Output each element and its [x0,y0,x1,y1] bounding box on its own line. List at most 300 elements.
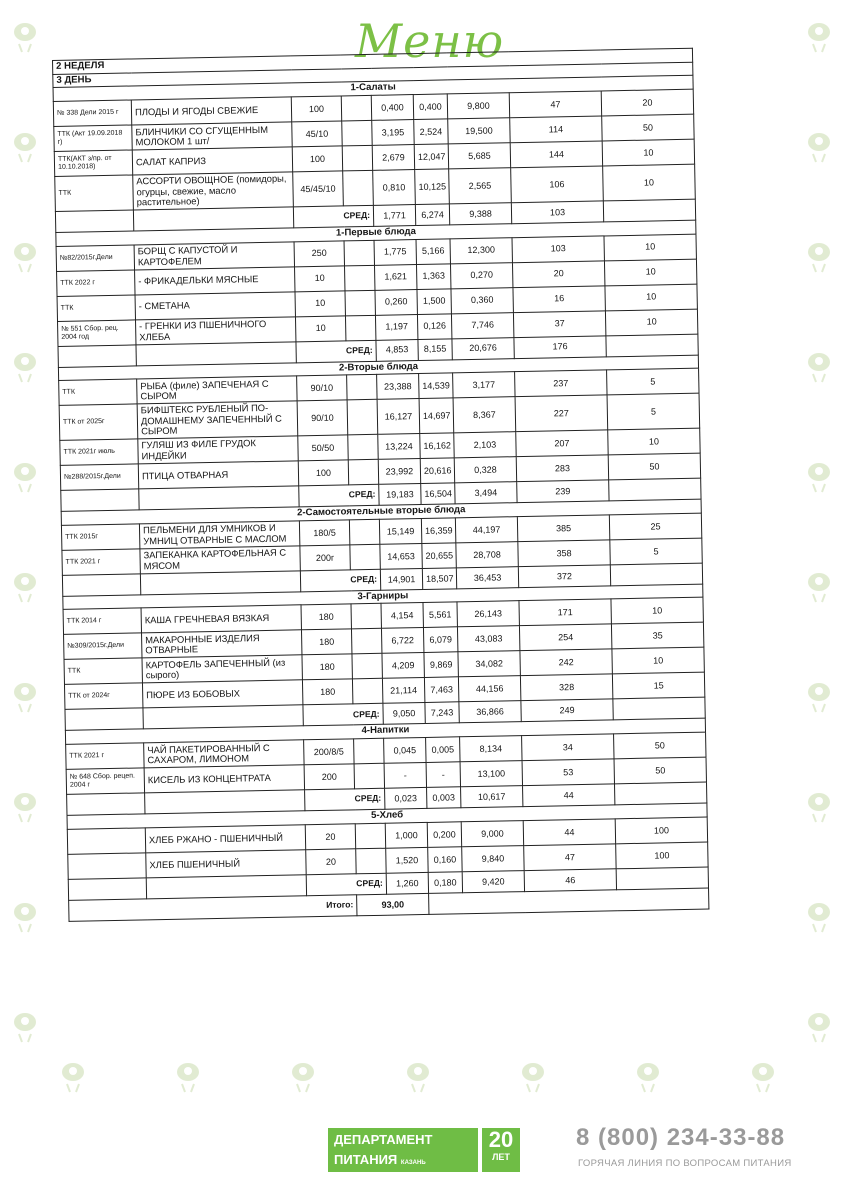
plate-watermark-icon [806,790,832,824]
protein: 0,045 [384,738,426,764]
calories: 144 [510,141,602,168]
avg-carbs: 10,617 [461,786,523,808]
price: 10 [612,647,705,674]
plate-watermark-icon [12,20,38,54]
portion: 100 [298,460,348,486]
blank-cell [68,878,146,900]
plate-watermark-icon [12,350,38,384]
portion: 180 [301,629,351,655]
recipe-ref: № 338 Дели 2015 г [53,100,131,126]
section-title: 3-Гарниры [63,584,703,610]
recipe-ref [68,853,146,879]
total-label: Итого: [69,895,357,922]
avg-carbs: 36,866 [459,701,521,723]
dish-name: ЧАЙ ПАКЕТИРОВАННЫЙ С САХАРОМ, ЛИМОНОМ [144,740,304,768]
blank-cell [609,478,701,501]
recipe-ref: ТТК (Акт 19.09.2018 г) [54,125,132,151]
carbs: 26,143 [457,601,519,627]
fat: 0,200 [427,822,461,848]
average-label: СРЕД: [299,484,379,507]
logo-line1: ДЕПАРТАМЕНТ [334,1132,433,1147]
carbs: 44,156 [458,676,520,702]
blank-cell [351,629,381,655]
calories: 53 [522,759,614,786]
calories: 20 [512,260,604,287]
recipe-ref: ТТК от 2025г [59,404,138,440]
recipe-ref: ТТК [57,294,135,320]
protein: 0,810 [373,170,416,205]
avg-calories: 372 [518,564,610,587]
recipe-ref: ТТК 2022 г [57,269,135,295]
plate-watermark-icon [806,350,832,384]
dish-name: КАША ГРЕЧНЕВАЯ ВЯЗКАЯ [141,605,301,633]
protein: 16,127 [377,399,420,434]
plate-watermark-icon [12,570,38,604]
section-title: 2-Вторые блюда [58,355,698,381]
avg-protein: 19,183 [379,483,421,505]
dish-name: БОРЩ С КАПУСТОЙ И КАРТОФЕЛЕМ [134,241,294,269]
price: 10 [605,309,698,336]
average-label: СРЕД: [293,205,373,228]
dish-name: - СМЕТАНА [135,291,295,319]
recipe-ref: ТТК от 2024г [64,683,142,709]
blank-cell [350,544,380,570]
plate-watermark-icon [806,570,832,604]
calories: 103 [512,235,604,262]
average-label: СРЕД: [303,704,383,727]
carbs: 8,134 [460,736,522,762]
plate-watermark-icon [520,1060,546,1094]
blank-cell [352,679,382,705]
portion: 200 [304,764,354,790]
dish-name: ПЛОДЫ И ЯГОДЫ СВЕЖИЕ [131,97,291,125]
portion: 100 [291,96,341,122]
fat: 10,125 [415,169,450,204]
dish-name: ПЕЛЬМЕНИ ДЛЯ УМНИКОВ И УМНИЦ ОТВАРНЫЕ С МАСЛОМ [139,520,299,548]
blank-cell [355,823,385,849]
calories: 34 [522,734,614,761]
protein: 21,114 [382,678,424,704]
recipe-ref: ТТК [59,379,137,405]
recipe-ref: ТТК 2021 г [66,743,144,769]
page-title: Меню [355,14,505,68]
avg-protein: 1,260 [386,872,428,894]
portion: 200г [300,544,350,570]
fat: 16,359 [421,517,455,543]
fat: 16,162 [420,433,454,459]
price: 50 [608,453,701,480]
fat: 7,463 [424,677,458,703]
fat: 1,500 [417,288,451,314]
portion: 10 [295,265,345,291]
calories: 106 [511,166,604,202]
section-title: 1-Салаты [53,76,693,102]
dish-name: АССОРТИ ОВОЩНОЕ (помидоры, огурцы, свежие, масло растительное) [133,172,294,210]
avg-protein: 4,853 [376,339,418,361]
average-label: СРЕД: [296,340,376,363]
hotline-phone[interactable]: 8 (800) 234-33-88 [576,1124,786,1151]
carbs: 0,270 [450,262,512,288]
blank-cell [343,171,374,206]
plate-watermark-icon [12,680,38,714]
dish-name: ПТИЦА ОТВАРНАЯ [138,461,298,489]
recipe-ref: №288/2015г.Дели [60,464,138,490]
dish-name: КИСЕЛЬ ИЗ КОНЦЕНТРАТА [144,765,304,793]
menu-sheet [52,48,708,922]
blank-cell [55,210,133,232]
protein: 1,775 [374,239,416,265]
avg-carbs: 9,388 [449,203,511,225]
blank-cell [347,400,378,435]
fat: 12,047 [414,144,448,170]
fat: 20,655 [422,542,456,568]
calories: 254 [519,624,611,651]
price: 10 [605,284,698,311]
plate-watermark-icon [12,130,38,164]
fat: 1,363 [416,263,450,289]
avg-calories: 176 [514,335,606,358]
blank-cell [615,782,707,805]
carbs: 7,746 [451,312,513,338]
recipe-ref [67,828,145,854]
avg-calories: 249 [521,699,613,722]
carbs: 0,360 [451,287,513,313]
portion: 90/10 [297,400,348,436]
price: 10 [603,164,696,200]
recipe-ref: ТТК 2021г июль [60,439,138,465]
avg-fat: 0,003 [427,787,461,809]
price: 10 [604,259,697,286]
blank-cell [352,654,382,680]
plate-watermark-icon [290,1060,316,1094]
recipe-ref: ТТК 2014 г [63,608,141,634]
blank-cell [610,563,702,586]
dish-name: ГУЛЯШ ИЗ ФИЛЕ ГРУДОК ИНДЕЙКИ [138,436,298,464]
carbs: 3,177 [453,372,515,398]
hotline-caption: ГОРЯЧАЯ ЛИНИЯ ПО ВОПРОСАМ ПИТАНИЯ [578,1158,792,1169]
dish-name: ХЛЕБ РЖАНО - ПШЕНИЧНЫЙ [145,825,305,853]
price: 5 [610,538,703,565]
dish-name: БЛИНЧИКИ СО СГУЩЕННЫМ МОЛОКОМ 1 шт/ [132,122,292,150]
dish-name: КАРТОФЕЛЬ ЗАПЕЧЕННЫЙ (из сырого) [142,655,302,683]
calories: 283 [516,455,608,482]
blank-cell [344,240,374,266]
logo-city: КАЗАНЬ [400,1160,426,1166]
plate-watermark-icon [12,790,38,824]
protein: 23,992 [378,458,420,484]
dish-name: ЗАПЕКАНКА КАРТОФЕЛЬНАЯ С МЯСОМ [140,545,300,573]
portion: 20 [305,824,355,850]
average-label: СРЕД: [306,873,386,896]
protein: 2,679 [372,145,414,171]
fat: 0,126 [417,313,451,339]
recipe-ref: ТТК 2021 г [62,548,140,574]
menu-table [52,48,710,922]
protein: 1,520 [386,847,428,873]
dish-name: РЫБА (филе) ЗАПЕЧЕНАЯ С СЫРОМ [137,376,297,404]
plate-watermark-icon [12,460,38,494]
logo-text [328,1128,478,1172]
calories: 242 [520,649,612,676]
portion: 10 [295,290,345,316]
avg-calories: 44 [523,784,615,807]
protein: 13,224 [378,433,420,459]
blank-cell [344,265,374,291]
avg-fat: 0,180 [428,872,462,894]
avg-fat: 16,504 [421,483,455,505]
carbs: 0,328 [454,457,516,483]
logo-line2: ПИТАНИЯ [334,1152,398,1167]
calories: 358 [518,539,610,566]
logo-years-label: ЛЕТ [492,1152,510,1162]
plate-watermark-icon [806,1010,832,1044]
plate-watermark-icon [405,1060,431,1094]
fat: - [426,762,460,788]
protein: 23,388 [377,374,419,400]
blank-cell [603,199,695,222]
carbs: 43,083 [457,626,519,652]
avg-protein: 14,901 [380,568,422,590]
calories: 47 [509,91,601,118]
carbs: 13,100 [460,761,522,787]
price: 50 [614,732,707,759]
protein: 6,722 [381,628,423,654]
fat: 14,697 [419,398,454,433]
calories: 47 [524,844,616,871]
total-value: 93,00 [357,893,429,915]
avg-carbs: 9,420 [462,870,524,892]
plate-watermark-icon [806,130,832,164]
protein: - [384,763,426,789]
avg-protein: 9,050 [383,703,425,725]
carbs: 2,565 [449,168,512,204]
avg-protein: 0,023 [385,788,427,810]
blank-cell [58,344,136,366]
price: 25 [609,513,702,540]
price: 10 [608,428,701,455]
recipe-ref: № 551 Сбор. рец. 2004 год [58,319,136,345]
blank-cell [354,738,384,764]
week-label: 2 НЕДЕЛЯ [53,48,693,74]
avg-carbs: 20,676 [452,337,514,359]
blank-cell [348,434,378,460]
blank-cell [342,146,372,172]
calories: 114 [510,116,602,143]
price: 50 [602,114,695,141]
carbs: 12,300 [450,237,512,263]
fat: 5,166 [416,238,450,264]
protein: 14,653 [380,543,422,569]
calories: 328 [520,674,612,701]
blank-cell [347,375,377,401]
plate-watermark-icon [806,240,832,274]
carbs: 5,685 [448,143,510,169]
calories: 237 [515,370,607,397]
fat: 5,561 [423,602,457,628]
calories: 44 [523,819,615,846]
price: 100 [616,842,709,869]
carbs: 19,500 [448,118,510,144]
avg-fat: 7,243 [425,702,459,724]
blank-cell [356,848,386,874]
protein: 4,209 [382,653,424,679]
fat: 0,160 [428,847,462,873]
price: 5 [607,368,700,395]
calories: 16 [513,285,605,312]
recipe-ref: № 648 Сбор. рецеп. 2004 г [66,768,144,794]
portion: 200/8/5 [304,739,354,765]
protein: 0,400 [371,95,413,121]
avg-carbs: 36,453 [456,566,518,588]
fat: 14,539 [419,373,453,399]
portion: 100 [292,146,342,172]
blank-cell [61,489,139,511]
carbs: 9,800 [447,93,509,119]
avg-calories: 103 [511,201,603,224]
blank-cell [429,888,709,914]
carbs: 8,367 [453,397,516,433]
calories: 37 [513,310,605,337]
avg-calories: 239 [517,480,609,503]
portion: 10 [295,315,345,341]
recipe-ref: ТТК [64,658,142,684]
plate-watermark-icon [12,900,38,934]
portion: 90/10 [297,375,347,401]
avg-carbs: 3,494 [455,482,517,504]
dish-name: МАКАРОННЫЕ ИЗДЕЛИЯ ОТВАРНЫЕ [142,630,302,658]
plate-watermark-icon [60,1060,86,1094]
blank-cell [349,519,379,545]
department-logo [328,1128,520,1172]
section-title: 4-Напитки [65,718,705,744]
plate-watermark-icon [12,240,38,274]
price: 35 [611,622,704,649]
recipe-ref: ТТК(АКТ з/пр. от 10.10.2018) [54,150,132,176]
footer [0,1110,849,1200]
blank-cell [345,315,375,341]
portion: 250 [294,240,344,266]
plate-watermark-icon [635,1060,661,1094]
fat: 9,869 [424,652,458,678]
carbs: 9,840 [462,845,524,871]
price: 10 [604,234,697,261]
blank-cell [606,334,698,357]
fat: 20,616 [420,458,454,484]
protein: 15,149 [379,518,421,544]
protein: 1,197 [375,314,417,340]
fat: 2,524 [414,119,448,145]
avg-fat: 18,507 [422,567,456,589]
day-label: 3 ДЕНЬ [53,62,693,88]
protein: 1,000 [385,822,427,848]
recipe-ref: ТТК [55,175,134,211]
average-label: СРЕД: [305,788,385,811]
average-label: СРЕД: [300,569,380,592]
avg-protein: 1,771 [373,204,415,226]
avg-calories: 46 [524,869,616,892]
blank-cell [348,459,378,485]
portion: 180/5 [299,519,349,545]
blank-cell [342,121,372,147]
plate-watermark-icon [175,1060,201,1094]
price: 15 [612,672,705,699]
calories: 385 [517,514,609,541]
protein: 4,154 [381,603,423,629]
carbs: 34,082 [458,651,520,677]
plate-watermark-icon [12,1010,38,1044]
carbs: 28,708 [456,541,518,567]
carbs: 44,197 [455,516,517,542]
portion: 180 [301,604,351,630]
fat: 6,079 [423,627,457,653]
dish-name: БИФШТЕКС РУБЛЕНЫЙ ПО-ДОМАШНЕМУ ЗАПЕЧЕННЫЙ С СЫРОМ [137,401,298,439]
blank-cell [616,867,708,890]
blank-cell [613,697,705,720]
dish-name: ХЛЕБ ПШЕНИЧНЫЙ [146,850,306,878]
price: 10 [602,139,695,166]
anniversary-badge [482,1128,520,1172]
blank-cell [345,290,375,316]
dish-name: - ФРИКАДЕЛЬКИ МЯСНЫЕ [135,266,295,294]
avg-fat: 6,274 [415,204,449,226]
calories: 207 [516,430,608,457]
portion: 20 [306,849,356,875]
protein: 3,195 [372,120,414,146]
portion: 180 [302,654,352,680]
plate-watermark-icon [806,900,832,934]
protein: 0,260 [375,289,417,315]
blank-cell [354,763,384,789]
blank-cell [67,793,145,815]
dish-name: - ГРЕНКИ ИЗ ПШЕНИЧНОГО ХЛЕБА [135,316,295,344]
plate-watermark-icon [750,1060,776,1094]
portion: 180 [302,679,352,705]
portion: 50/50 [298,435,348,461]
fat: 0,005 [426,737,460,763]
plate-watermark-icon [806,680,832,714]
dish-name: ПЮРЕ ИЗ БОБОВЫХ [142,680,302,708]
blank-cell [351,604,381,630]
section-title: 2-Самостоятельные вторые блюда [61,499,701,525]
recipe-ref: №82/2015г.Дели [56,244,134,270]
carbs: 9,000 [461,820,523,846]
avg-fat: 8,155 [418,338,452,360]
blank-cell [341,96,371,122]
blank-cell [65,708,143,730]
fat: 0,400 [413,94,447,120]
portion: 45/45/10 [293,171,344,207]
protein: 1,621 [374,264,416,290]
calories: 171 [519,599,611,626]
price: 5 [607,393,700,429]
logo-years: 20 [488,1127,514,1152]
blank-cell [62,573,140,595]
calories: 227 [515,395,608,431]
price: 50 [614,757,707,784]
section-title: 5-Хлеб [67,803,707,829]
carbs: 2,103 [454,432,516,458]
section-title: 1-Первые блюда [56,220,696,246]
recipe-ref: ТТК 2015г [61,524,139,550]
price: 20 [601,89,694,116]
dish-name: САЛАТ КАПРИЗ [132,147,292,175]
plate-watermark-icon [806,460,832,494]
price: 10 [611,597,704,624]
price: 100 [615,817,708,844]
recipe-ref: №309/2015г.Дели [64,633,142,659]
plate-watermark-icon [806,20,832,54]
portion: 45/10 [292,121,342,147]
